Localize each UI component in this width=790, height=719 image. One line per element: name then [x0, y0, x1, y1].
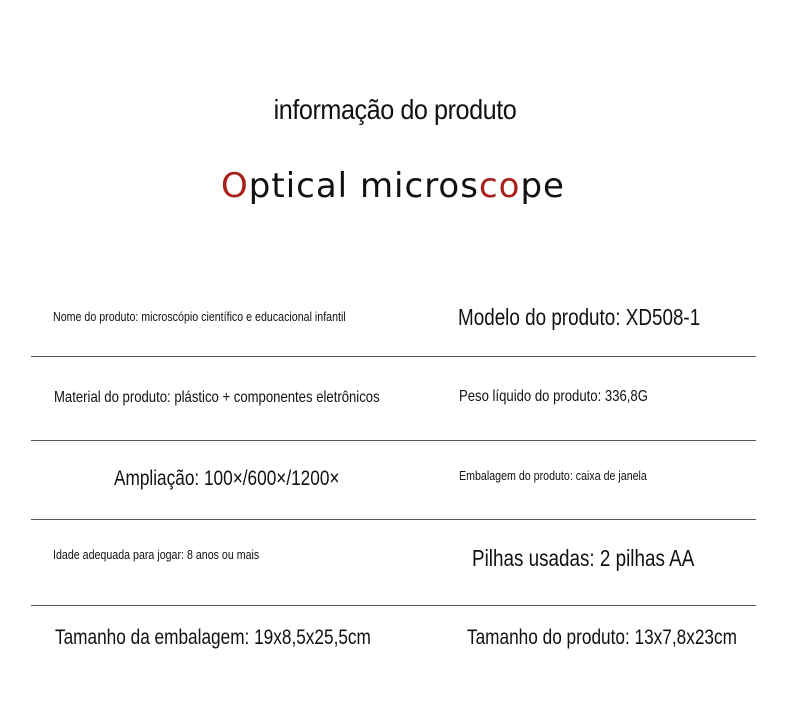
row-divider: [31, 605, 756, 606]
spec-net-weight: Peso líquido do produto: 336,8G: [459, 388, 648, 405]
spec-material: Material do produto: plástico + componentes eletrônicos: [54, 389, 380, 406]
row-divider: [31, 519, 756, 520]
row-divider: [31, 356, 756, 357]
title-highlight-co: co: [478, 166, 521, 206]
title-highlight-o: O: [221, 166, 249, 206]
product-type-title: [0, 166, 788, 206]
page-title: informação do produto: [273, 94, 517, 125]
spec-packaging: Embalagem do produto: caixa de janela: [459, 468, 647, 483]
spec-age: Idade adequada para jogar: 8 anos ou mais: [53, 547, 260, 562]
row-divider: [31, 440, 756, 441]
title-part: ptical micros: [248, 166, 479, 206]
spec-product-size: Tamanho do produto: 13x7,8x23cm: [467, 626, 737, 649]
spec-product-model: Modelo do produto: XD508-1: [458, 304, 701, 330]
title-part-end: pe: [520, 166, 565, 206]
spec-batteries: Pilhas usadas: 2 pilhas AA: [472, 545, 695, 571]
spec-package-size: Tamanho da embalagem: 19x8,5x25,5cm: [55, 626, 371, 649]
spec-product-name: Nome do produto: microscópio científico e educacional infantil: [53, 309, 346, 324]
spec-magnification: Ampliação: 100×/600×/1200×: [114, 467, 340, 490]
